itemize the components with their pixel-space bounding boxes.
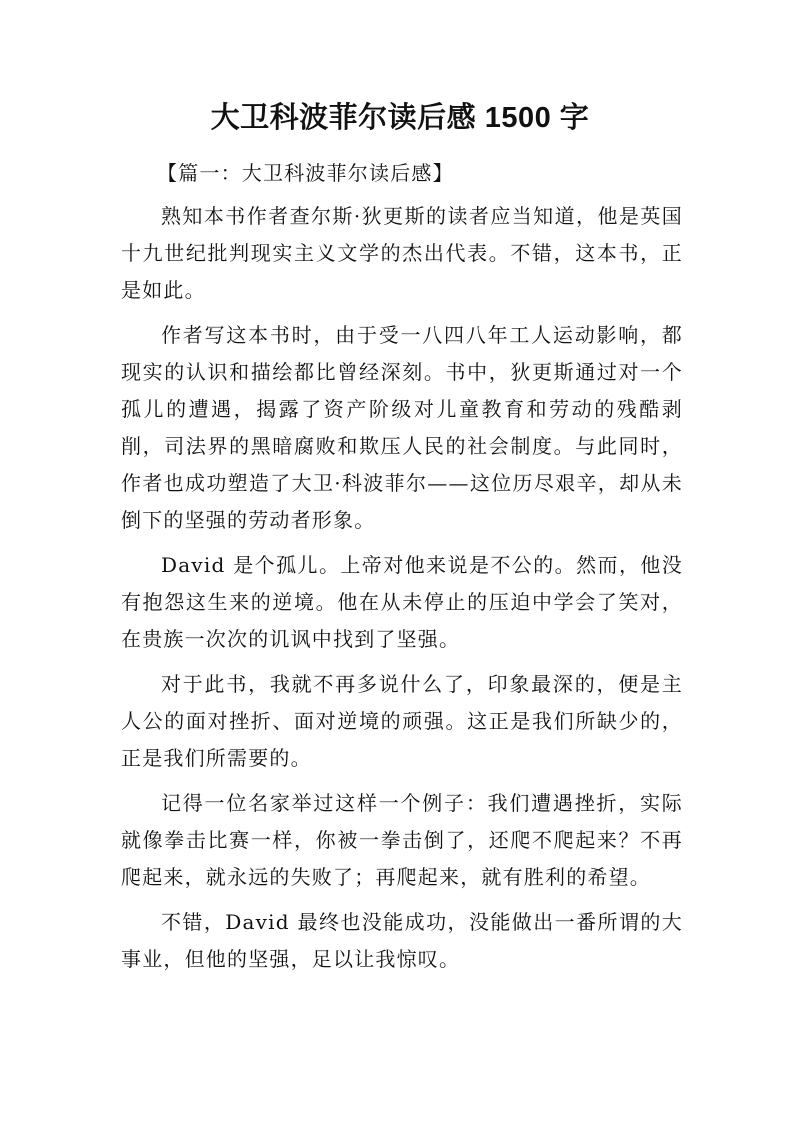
paragraph: 不错，David 最终也没能成功，没能做出一番所谓的大事业，但他的坚强，足以让我惊叹。 [121, 910, 683, 971]
paragraph: David 是个孤儿。上帝对他来说是不公的。然而，他没有抱怨这生来的逆境。他在从未停止的压迫中学会了笑对，在贵族一次次的讥讽中找到了坚强。 [121, 553, 683, 651]
section-heading: 【篇一：大卫科波菲尔读后感】 [157, 161, 454, 185]
paragraph: 作者写这本书时，由于受一八四八年工人运动影响，都现实的认识和描绘都比曾经深刻。书中，狄更斯通过对一个孤儿的遭遇，揭露了资产阶级对儿童教育和劳动的残酷剥削，司法界的黑暗腐败和欺压人民的社会制度。与此同时，作者也成功塑造了大卫·科波菲尔——这位历尽艰辛，却从未倒下的坚强的劳动者形象。 [121, 323, 683, 532]
document-body [121, 155, 683, 986]
paragraph: 熟知本书作者查尔斯·狄更斯的读者应当知道，他是英国十九世纪批判现实主义文学的杰出代表。不错，这本书，正是如此。 [121, 204, 683, 302]
paragraph: 对于此书，我就不再多说什么了，印象最深的，便是主人公的面对挫折、面对逆境的顽强。这正是我们所缺少的，正是我们所需要的。 [121, 672, 683, 770]
paragraph: 记得一位名家举过这样一个例子：我们遭遇挫折，实际就像拳击比赛一样，你被一拳击倒了，还爬不爬起来？不再爬起来，就永远的失败了；再爬起来，就有胜利的希望。 [121, 791, 683, 889]
document-title: 大卫科波菲尔读后感 1500 字 [210, 102, 590, 134]
